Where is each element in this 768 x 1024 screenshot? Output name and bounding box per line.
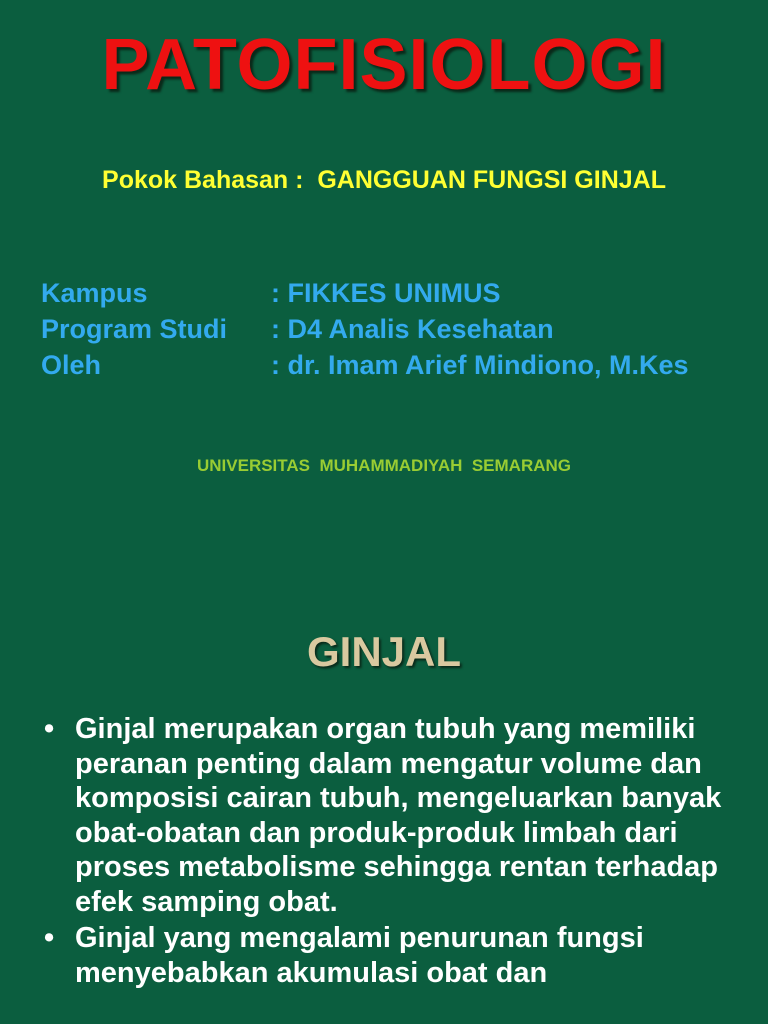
- info-label: Program Studi: [41, 314, 228, 344]
- slide-heading: GINJAL: [306, 628, 461, 675]
- bullet-item: [44, 921, 744, 990]
- info-value: : D4 Analis Kesehatan: [271, 314, 554, 344]
- bullet-icon: •: [44, 713, 55, 745]
- info-label: Kampus: [41, 278, 148, 308]
- bullet-icon: •: [44, 922, 55, 954]
- info-label: Oleh: [41, 350, 102, 380]
- info-value: : FIKKES UNIMUS: [271, 278, 501, 308]
- main-title: PATOFISIOLOGI: [101, 25, 667, 105]
- bullet-text: Ginjal merupakan organ tubuh yang memiliki peranan penting dalam mengatur volume dan komposisi cairan tubuh, mengeluarkan banyak obat-obatan dan produk-produk limbah dari proses metabolisme sehingga rentan terhadap efek samping obat.: [75, 713, 722, 918]
- info-block: [41, 275, 689, 383]
- slide-ginjal: [0, 576, 768, 1024]
- info-row-program-studi: [41, 311, 689, 347]
- bullet-text: Ginjal yang mengalami penurunan fungsi menyebabkan akumulasi obat dan: [75, 922, 644, 989]
- info-value: : dr. Imam Arief Mindiono, M.Kes: [271, 350, 689, 380]
- info-row-oleh: [41, 347, 689, 383]
- university-name: UNIVERSITAS MUHAMMADIYAH SEMARANG: [196, 456, 572, 475]
- bullet-list: [44, 712, 744, 992]
- info-row-kampus: [41, 275, 689, 311]
- bullet-item: [44, 712, 744, 919]
- subject-line: Pokok Bahasan : GANGGUAN FUNGSI GINJAL: [102, 166, 666, 194]
